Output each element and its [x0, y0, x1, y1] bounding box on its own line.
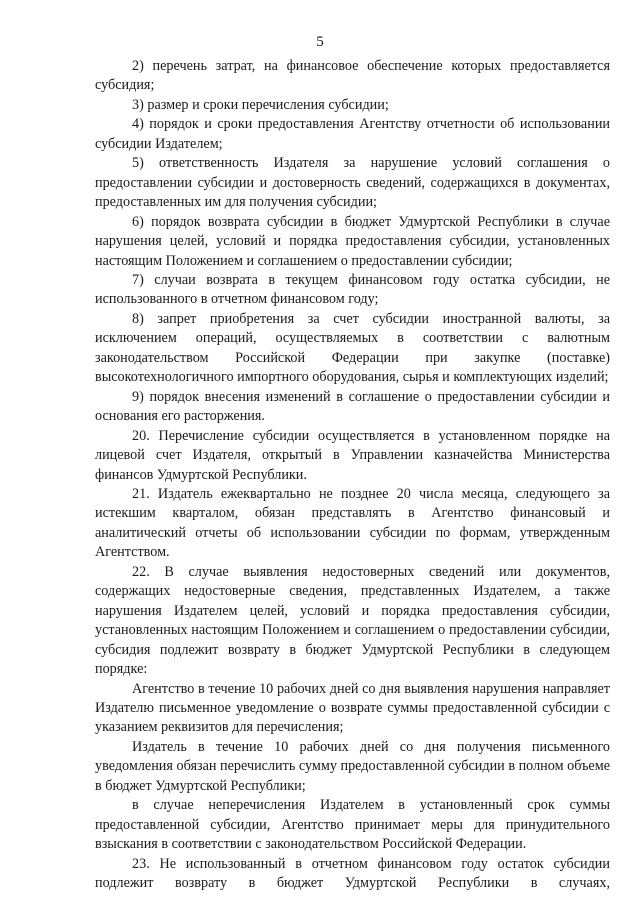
paragraph-item-9: 9) порядок внесения изменений в соглашение о предоставлении субсидии и основания его расторжения.	[95, 388, 610, 425]
paragraph-clause-21: 21. Издатель ежеквартально не позднее 20 числа месяца, следующего за истекшим кварталом, обязан представлять в Агентство финансовый и аналитический отчеты об использовании субсидии по формам, утвержденным Агентством.	[95, 485, 610, 561]
paragraph-item-2: 2) перечень затрат, на финансовое обеспечение которых предоставляется субсидия;	[95, 58, 610, 94]
paragraph-item-4: 4) порядок и сроки предоставления Агентству отчетности об использовании субсидии Издателем;	[95, 116, 610, 152]
paragraph-clause-22-step-3: в случае неперечисления Издателем в установленный срок суммы предоставленной субсидии, Агентство принимает меры для принудительного взыскания в соответствии с законодательством Российской Федерации.	[95, 797, 610, 853]
paragraph-clause-22: 22. В случае выявления недостоверных сведений или документов, содержащих недостоверные сведения, представленных Издателем, а также нарушения Издателем целей, условий и порядка предоставления субсидии, установленных настоящим Положением и соглашением о предоставлении субсидии, субсидия подлежит возврату в бюджет Удмуртской Республики в следующем порядке:	[95, 563, 610, 678]
paragraph-clause-22-step-1: Агентство в течение 10 рабочих дней со дня выявления нарушения направляет Издателю письменное уведомление о возврате суммы предоставленной субсидии с указанием реквизитов для перечисления;	[95, 680, 610, 736]
paragraph-clause-20: 20. Перечисление субсидии осуществляется в установленном порядке на лицевой счет Издателя, открытый в Управлении казначейства Министерства финансов Удмуртской Республики.	[95, 427, 610, 483]
paragraph-item-8: 8) запрет приобретения за счет субсидии иностранной валюты, за исключением операций, осуществляемых в соответствии с валютным законодательством Российской Федерации при закупке (поставке) высокотехнологичного импортного оборудования, сырья и комплектующих изделий;	[95, 310, 610, 386]
paragraph-clause-22-step-2: Издатель в течение 10 рабочих дней со дня получения письменного уведомления обязан перечислить сумму предоставленной субсидии в полном объеме в бюджет Удмуртской Республики;	[95, 738, 610, 794]
paragraph-item-5: 5) ответственность Издателя за нарушение условий соглашения о предоставлении субсидии и достоверность сведений, содержащихся в документах, предоставленных им для получения субсидии;	[95, 155, 610, 211]
page-number: 5	[316, 34, 324, 50]
paragraph-item-6: 6) порядок возврата субсидии в бюджет Удмуртской Республики в случае нарушения целей, условий и порядка предоставления субсидии, установленных настоящим Положением и соглашением о предоставлении субсидии;	[95, 213, 610, 269]
paragraph-item-3: 3) размер и сроки перечисления субсидии;	[132, 96, 389, 113]
paragraph-item-7: 7) случаи возврата в текущем финансовом году остатка субсидии, не использованного в отчетном финансовом году;	[95, 271, 610, 308]
document-body	[95, 57, 610, 893]
paragraph-clause-23: 23. Не использованный в отчетном финансовом году остаток субсидии подлежит возврату в бюджет Удмуртской Республики в случаях,	[95, 855, 610, 892]
